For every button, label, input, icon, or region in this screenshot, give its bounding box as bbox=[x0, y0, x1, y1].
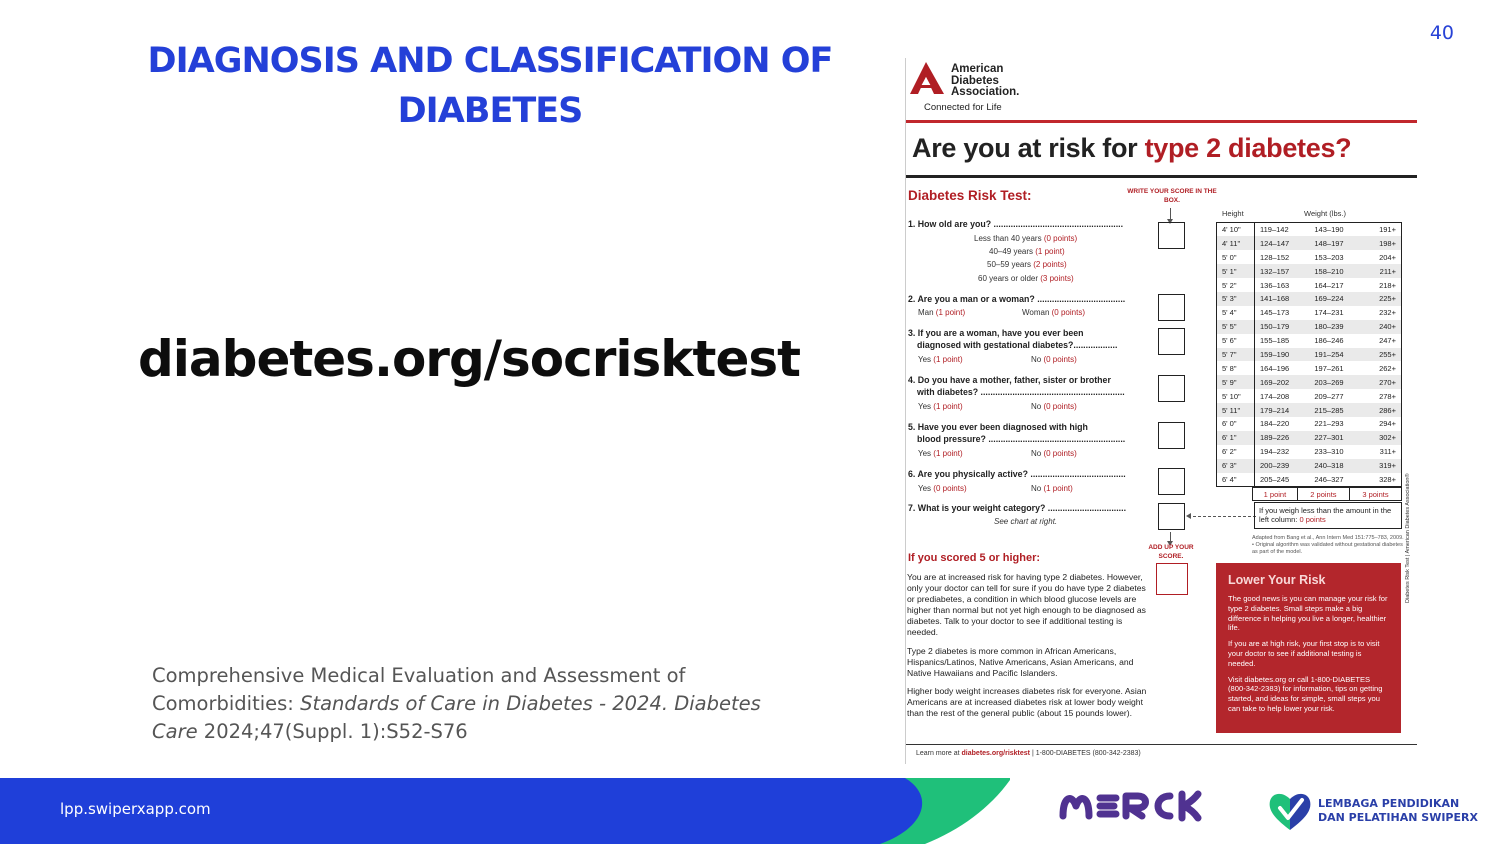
table-row bbox=[1217, 348, 1402, 362]
org-line-3: Association. bbox=[951, 86, 1020, 98]
citation bbox=[152, 662, 802, 746]
ada-risk-test-flyer bbox=[905, 58, 1417, 764]
height-cell: 6' 4" bbox=[1217, 473, 1255, 487]
side-note: Diabetes Risk Test | American Diabetes Association® bbox=[1405, 473, 1411, 603]
weight-cell: 203–269 bbox=[1309, 375, 1363, 389]
age-option-1: Less than 40 years (0 points) bbox=[974, 234, 1078, 243]
q3-option-yes: Yes (1 point) bbox=[918, 355, 963, 364]
weight-cell: 278+ bbox=[1379, 391, 1396, 401]
weight-cell: 150–179 bbox=[1255, 320, 1310, 334]
q4-option-yes: Yes (1 point) bbox=[918, 402, 963, 411]
question-5-cont: blood pressure? ........................................................ bbox=[917, 434, 1126, 444]
table-row bbox=[1217, 473, 1402, 487]
weight-cell: 164–196 bbox=[1260, 363, 1290, 373]
weight-cell: 159–190 bbox=[1255, 348, 1310, 362]
height-cell: 6' 0" bbox=[1217, 417, 1255, 431]
weight-cell: 262+ bbox=[1379, 363, 1396, 373]
citation-plain: Comprehensive Medical Evaluation and Assessment of Comorbidities: bbox=[152, 664, 686, 715]
weight-cell: 255+ bbox=[1364, 348, 1402, 362]
weight-cell: 211+ bbox=[1364, 264, 1402, 278]
merck-logo bbox=[1058, 788, 1240, 822]
weight-cell: 205–245 bbox=[1260, 474, 1290, 484]
weight-cell: 218+ bbox=[1379, 280, 1396, 290]
height-cell: 4' 11" bbox=[1217, 236, 1255, 250]
weight-cell: 311+ bbox=[1379, 447, 1396, 457]
weight-cell: 158–210 bbox=[1309, 264, 1363, 278]
weight-cell: 286+ bbox=[1364, 403, 1402, 417]
height-cell: 5' 10" bbox=[1217, 389, 1255, 403]
question-4: 4. Do you have a mother, father, sister or brother bbox=[908, 375, 1111, 385]
weight-cell: 240–318 bbox=[1309, 459, 1363, 473]
score-box-4[interactable] bbox=[1158, 375, 1185, 402]
weight-cell: 204+ bbox=[1379, 252, 1396, 262]
q3-option-no: No (0 points) bbox=[1031, 355, 1077, 364]
flyer-footer: Learn more at diabetes.org/risktest | 1-800-DIABETES (800-342-2383) bbox=[906, 744, 1417, 762]
q5-option-yes: Yes (1 point) bbox=[918, 449, 963, 458]
weigh-less-note: If you weigh less than the amount in the left column: 0 points bbox=[1254, 502, 1402, 529]
lp-line-1: LEMBAGA PENDIDIKAN bbox=[1318, 797, 1460, 810]
ada-org-name bbox=[951, 64, 1019, 99]
height-cell: 5' 5" bbox=[1217, 320, 1255, 334]
flyer-header bbox=[906, 120, 1417, 178]
citation-italic: Standards of Care in Diabetes - 2024. Diabetes Care bbox=[152, 692, 761, 743]
weight-cell: 143–190 bbox=[1314, 225, 1344, 235]
question-3-cont: diagnosed with gestational diabetes?.................. bbox=[917, 340, 1118, 350]
weight-cell: 155–185 bbox=[1260, 336, 1290, 346]
result-paragraph-1: You are at increased risk for having type 2 diabetes. However, only your doctor can tell for sure if you do have type 2 diabetes or prediabetes, a condition in which blood glucose levels are higher than normal but not yet high enough to be diagnosed as diabetes. Talk to your doctor to see if additional testing is needed. bbox=[907, 572, 1146, 637]
weight-cell: 194–232 bbox=[1260, 447, 1290, 457]
table-row bbox=[1217, 250, 1402, 264]
table-row bbox=[1217, 431, 1402, 445]
score-box-5[interactable] bbox=[1158, 422, 1185, 449]
weight-header: Weight (lbs.) bbox=[1304, 209, 1346, 218]
score-box-3[interactable] bbox=[1158, 328, 1185, 355]
weight-cell: 191+ bbox=[1379, 225, 1396, 235]
height-cell: 6' 1" bbox=[1217, 431, 1255, 445]
adapted-source: Adapted from Bang et al., Ann Intern Med 151:775–783, 2009. • Original algorithm was validated without gestational diabetes as part of the model. bbox=[1252, 535, 1404, 555]
weight-cell: 227–301 bbox=[1309, 431, 1363, 445]
table-row bbox=[1217, 292, 1402, 306]
weight-cell: 164–217 bbox=[1314, 280, 1344, 290]
weight-cell: 191–254 bbox=[1309, 348, 1363, 362]
height-weight-table bbox=[1216, 222, 1402, 487]
org-line-1: American bbox=[951, 63, 1004, 75]
points-label-2: 2 points bbox=[1297, 488, 1349, 501]
score-box-1[interactable] bbox=[1158, 222, 1185, 249]
flyer-headline bbox=[912, 133, 1351, 164]
height-cell: 5' 0" bbox=[1217, 250, 1255, 264]
q4-option-no: No (0 points) bbox=[1031, 402, 1077, 411]
table-row bbox=[1217, 306, 1402, 320]
score-box-2[interactable] bbox=[1158, 294, 1185, 321]
footer-url[interactable]: lpp.swiperxapp.com bbox=[60, 800, 211, 818]
height-cell: 5' 8" bbox=[1217, 361, 1255, 375]
headline-black: Are you at risk for bbox=[912, 133, 1145, 163]
weight-cell: 174–231 bbox=[1314, 308, 1344, 318]
table-row bbox=[1217, 264, 1402, 278]
weight-cell: 184–220 bbox=[1260, 419, 1290, 429]
height-header: Height bbox=[1222, 209, 1244, 218]
table-row bbox=[1217, 361, 1402, 375]
lembaga-pendidikan-heart-icon bbox=[1268, 790, 1312, 832]
page-number: 40 bbox=[1429, 22, 1454, 44]
lower-risk-p3: Visit diabetes.org or call 1-800-DIABETES (800-342-2383) for information, tips on getting started, and ideas for simple, small steps you can take to help lower your risk. bbox=[1228, 674, 1383, 713]
weight-cell: 169–202 bbox=[1255, 375, 1310, 389]
risk-test-title: Diabetes Risk Test: bbox=[908, 188, 1032, 203]
weight-cell: 270+ bbox=[1364, 375, 1402, 389]
see-chart-note: See chart at right. bbox=[994, 517, 1058, 526]
weight-points-row bbox=[1252, 487, 1402, 501]
q6-option-no: No (1 point) bbox=[1031, 484, 1073, 493]
chart-link-arrow-icon bbox=[1188, 516, 1256, 517]
lembaga-pendidikan-name bbox=[1318, 797, 1478, 824]
question-7: 7. What is your weight category? ................................ bbox=[908, 503, 1127, 513]
points-label-3: 3 points bbox=[1349, 488, 1401, 501]
height-cell: 6' 2" bbox=[1217, 445, 1255, 459]
lower-risk-title: Lower Your Risk bbox=[1228, 573, 1326, 587]
height-cell: 5' 4" bbox=[1217, 306, 1255, 320]
ada-tagline: Connected for Life bbox=[924, 102, 1002, 113]
weight-cell: 209–277 bbox=[1314, 391, 1344, 401]
weight-cell: 132–157 bbox=[1255, 264, 1310, 278]
weight-cell: 232+ bbox=[1379, 308, 1396, 318]
height-cell: 5' 6" bbox=[1217, 334, 1255, 348]
total-score-box[interactable] bbox=[1156, 563, 1188, 595]
table-row bbox=[1217, 445, 1402, 459]
slide-title: DIAGNOSIS AND CLASSIFICATION OF DIABETES bbox=[147, 41, 833, 131]
footer-band bbox=[0, 778, 1500, 844]
weight-cell: 174–208 bbox=[1260, 391, 1290, 401]
write-arrow-icon bbox=[1170, 208, 1171, 220]
points-label-1: 1 point bbox=[1253, 488, 1298, 501]
table-row bbox=[1217, 278, 1402, 292]
weight-cell: 145–173 bbox=[1260, 308, 1290, 318]
lower-risk-p1: The good news is you can manage your risk for type 2 diabetes. Small steps make a big difference in helping you live a longer, healthier life. bbox=[1228, 594, 1388, 633]
height-cell: 5' 11" bbox=[1217, 403, 1255, 417]
q2-option-woman: Woman (0 points) bbox=[1022, 308, 1085, 317]
table-row bbox=[1217, 459, 1402, 473]
height-cell: 5' 1" bbox=[1217, 264, 1255, 278]
result-paragraph-3: Higher body weight increases diabetes risk for everyone. Asian Americans are at increased diabetes risk at lower body weight than the rest of the general public (about 15 pounds lower). bbox=[907, 686, 1147, 718]
weight-cell: 233–310 bbox=[1314, 447, 1344, 457]
weight-cell: 294+ bbox=[1379, 419, 1396, 429]
score-box-7[interactable] bbox=[1158, 503, 1185, 530]
question-5: 5. Have you ever been diagnosed with high bbox=[908, 422, 1088, 432]
question-1: 1. How old are you? ..................................................... bbox=[908, 219, 1124, 229]
weight-cell: 198+ bbox=[1364, 236, 1402, 250]
weight-cell: 169–224 bbox=[1309, 292, 1363, 306]
height-cell: 5' 9" bbox=[1217, 375, 1255, 389]
table-row bbox=[1217, 403, 1402, 417]
write-score-label: WRITE YOUR SCORE IN THE BOX. bbox=[1127, 188, 1217, 204]
height-cell: 4' 10" bbox=[1217, 223, 1255, 237]
weight-cell: 215–285 bbox=[1309, 403, 1363, 417]
age-option-3: 50–59 years (2 points) bbox=[987, 260, 1067, 269]
table-row bbox=[1217, 389, 1402, 403]
weight-cell: 153–203 bbox=[1314, 252, 1344, 262]
add-arrow-icon bbox=[1170, 532, 1171, 542]
weight-cell: 221–293 bbox=[1314, 419, 1344, 429]
weight-cell: 136–163 bbox=[1260, 280, 1290, 290]
ada-triangle-icon bbox=[910, 62, 944, 94]
citation-tail: 2024;47(Suppl. 1):S52-S76 bbox=[197, 720, 468, 743]
weight-cell: 197–261 bbox=[1314, 363, 1344, 373]
age-option-2: 40–49 years (1 point) bbox=[989, 247, 1065, 256]
question-3: 3. If you are a woman, have you ever been bbox=[908, 328, 1084, 338]
weight-cell: 141–168 bbox=[1255, 292, 1310, 306]
weight-cell: 247+ bbox=[1379, 336, 1396, 346]
table-row bbox=[1217, 223, 1402, 237]
question-2: 2. Are you a man or a woman? .................................... bbox=[908, 294, 1126, 304]
risk-test-url[interactable]: diabetes.org/socrisktest bbox=[138, 330, 801, 388]
weight-cell: 246–327 bbox=[1314, 474, 1344, 484]
weight-cell: 186–246 bbox=[1314, 336, 1344, 346]
weight-cell: 225+ bbox=[1364, 292, 1402, 306]
footer-link[interactable]: diabetes.org/risktest bbox=[961, 750, 1030, 757]
table-row bbox=[1217, 334, 1402, 348]
q6-option-yes: Yes (0 points) bbox=[918, 484, 967, 493]
question-4-cont: with diabetes? ........................................................... bbox=[917, 387, 1125, 397]
table-row bbox=[1217, 236, 1402, 250]
height-cell: 5' 7" bbox=[1217, 348, 1255, 362]
weight-cell: 189–226 bbox=[1255, 431, 1310, 445]
headline-red: type 2 diabetes? bbox=[1144, 133, 1352, 163]
table-row bbox=[1217, 320, 1402, 334]
q2-option-man: Man (1 point) bbox=[918, 308, 966, 317]
weight-cell: 148–197 bbox=[1309, 236, 1363, 250]
lp-line-2: DAN PELATIHAN SWIPERX bbox=[1318, 810, 1478, 824]
age-option-4: 60 years or older (3 points) bbox=[978, 274, 1074, 283]
weight-cell: 328+ bbox=[1379, 474, 1396, 484]
scored-title: If you scored 5 or higher: bbox=[908, 552, 1041, 564]
lower-risk-p2: If you are at high risk, your first stop is to visit your doctor to see if additional testing is needed. bbox=[1228, 639, 1380, 668]
weight-cell: 128–152 bbox=[1260, 252, 1290, 262]
org-line-2: Diabetes bbox=[951, 74, 999, 87]
weight-cell: 302+ bbox=[1364, 431, 1402, 445]
height-cell: 6' 3" bbox=[1217, 459, 1255, 473]
q5-option-no: No (0 points) bbox=[1031, 449, 1077, 458]
weight-cell: 240+ bbox=[1364, 320, 1402, 334]
score-box-6[interactable] bbox=[1158, 468, 1185, 495]
weight-cell: 124–147 bbox=[1255, 236, 1310, 250]
weight-cell: 319+ bbox=[1364, 459, 1402, 473]
weight-cell: 180–239 bbox=[1309, 320, 1363, 334]
result-paragraph-2: Type 2 diabetes is more common in African Americans, Hispanics/Latinos, Native Americans, Asian Americans, and Native Hawaiians and Pacific Islanders. bbox=[907, 646, 1134, 678]
weight-cell: 200–239 bbox=[1255, 459, 1310, 473]
lower-your-risk-panel bbox=[1216, 563, 1401, 733]
table-row bbox=[1217, 417, 1402, 431]
weight-cell: 179–214 bbox=[1255, 403, 1310, 417]
weight-cell: 119–142 bbox=[1260, 225, 1289, 235]
add-up-label: ADD UP YOUR SCORE. bbox=[1148, 544, 1194, 560]
question-6: 6. Are you physically active? ....................................... bbox=[908, 469, 1126, 479]
table-row bbox=[1217, 375, 1402, 389]
height-cell: 5' 3" bbox=[1217, 292, 1255, 306]
height-cell: 5' 2" bbox=[1217, 278, 1255, 292]
